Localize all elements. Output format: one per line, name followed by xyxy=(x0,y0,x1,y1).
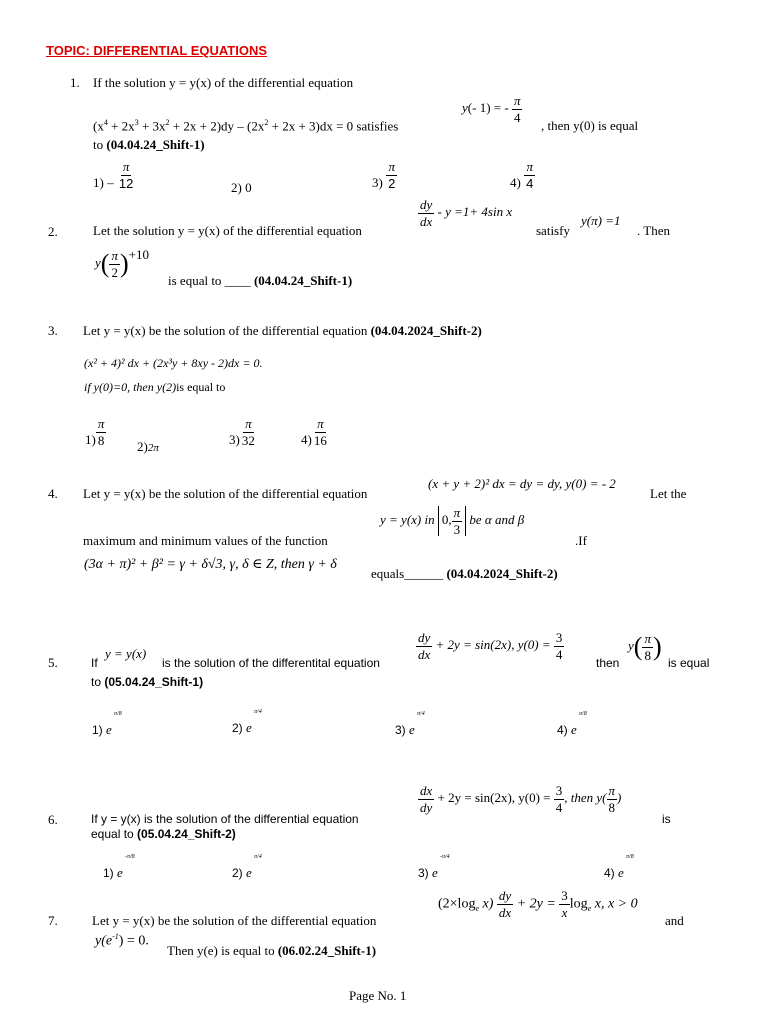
q1-condition: y(- 1) = - $\frac{\pi}{4}$ xyxy=(462,93,521,125)
q4-condition: (3α + π)² + β² = γ + δ√3, γ, δ ∈ Z, then γ + δ xyxy=(84,557,337,572)
q3-equation: (x² + 4)² dx + (2x³y + 8xy - 2)dx = 0. xyxy=(84,356,263,370)
q5-option-2: 2) e π/4 xyxy=(232,709,262,735)
q5-yyx: y = y(x) xyxy=(105,646,147,661)
q5-option-3: 3) e π/4 xyxy=(395,711,425,737)
q4-equation: (x + y + 2)² dx = dy = dy, y(0) = - 2 xyxy=(428,476,616,491)
q7-then: Then y(e) is equal to (06.02.24_Shift-1) xyxy=(167,943,377,958)
q3-intro: Let y = y(x) be the solution of the differential equation (04.04.2024_Shift-2) xyxy=(83,323,482,338)
q1-equation: $(x^4 + 2x^3 + 3x^2 + 2x + 2)dy - (2x^2 + 2x + 3)dx = 0$ satisfies xyxy=(93,118,399,134)
q2-intro: Let the solution y = y(x) of the differential equation xyxy=(93,223,362,238)
q5-then: then xyxy=(596,656,620,670)
q3-condition: if y(0)=0, then y(2)is equal to xyxy=(84,380,226,394)
q2-condition: y(π) =1 xyxy=(581,213,621,228)
q6-option-4: 4) e π/8 xyxy=(604,854,634,880)
q6-option-1: 1) e -π/8 xyxy=(103,854,135,880)
q1-option-3: 3) $\frac{\pi}{2}$ xyxy=(372,159,396,191)
q2-satisfy: satisfy xyxy=(536,223,570,238)
q1-option-1: 1) – $\frac{\pi}{12}$ xyxy=(93,159,134,191)
q6-line2: equal to (05.04.24_Shift-2) xyxy=(91,827,236,841)
q5-expression: y( $\frac{\pi}{8}$ ) xyxy=(628,631,662,663)
q6-option-2: 2) e π/4 xyxy=(232,854,262,880)
q6-intro: If y = y(x) is the solution of the differential equation xyxy=(91,812,359,826)
q2-expression: y( $\frac{\pi}{2}$ )+10 xyxy=(95,247,149,280)
q4-if: .If xyxy=(575,533,587,548)
q2-equation: $\frac{dy}{dx}$ - y =1+ 4sin x xyxy=(420,197,513,229)
q4-equals: equals______ (04.04.2024_Shift-2) xyxy=(371,566,558,581)
q5-option-1: 1) e π/8 xyxy=(92,711,122,737)
q1-option-2: 2) 0 xyxy=(231,180,252,195)
q5-mid: is the solution of the differentital equation xyxy=(162,656,380,670)
q3-number: 3. xyxy=(48,323,58,338)
q3-option-2: 2)2π xyxy=(137,439,159,454)
q2-equal: is equal to ____ (04.04.24_Shift-1) xyxy=(168,273,353,288)
q7-condition: $y(e^{-1}) = 0$. xyxy=(95,932,149,949)
q3-option-1: 1) $\frac{\pi}{8}$ xyxy=(85,416,105,448)
q4-function: y = y(x) in 0, $\frac{\pi}{3}$ be α and β xyxy=(380,505,525,537)
q3-option-3: 3) $\frac{\pi}{32}$ xyxy=(229,416,255,448)
q5-if: If xyxy=(91,656,98,670)
q5-equal: is equal xyxy=(668,656,710,670)
page-number: Page No. 1 xyxy=(349,988,407,1003)
q4-number: 4. xyxy=(48,486,58,501)
q1-line2: to (04.04.24_Shift-1) xyxy=(93,137,205,152)
q4-let-the: Let the xyxy=(650,486,687,501)
q1-intro: If the solution y = y(x) of the differential equation xyxy=(93,75,354,90)
q2-then: . Then xyxy=(637,223,670,238)
q1-option-4: 4) $\frac{\pi}{4}$ xyxy=(510,159,534,191)
q7-and: and xyxy=(665,913,684,928)
q5-option-4: 4) e π/8 xyxy=(557,711,587,737)
q7-intro: Let y = y(x) be the solution of the differential equation xyxy=(92,913,377,928)
q7-number: 7. xyxy=(48,913,58,928)
q1-number: 1. xyxy=(70,75,80,90)
page-title: TOPIC: DIFFERENTIAL EQUATIONS xyxy=(46,43,268,58)
q6-equation: $\frac{dx}{dy}$ + 2y = sin(2x), y(0) = $\frac{3}{4}$ , then y( $\frac{\pi}{8}$ ) xyxy=(420,783,622,815)
q4-intro: Let y = y(x) be the solution of the differential equation xyxy=(83,486,368,501)
q5-number: 5. xyxy=(48,655,58,670)
q3-option-4: 4) $\frac{\pi}{16}$ xyxy=(301,416,327,448)
q5-line2: to (05.04.24_Shift-1) xyxy=(91,675,204,689)
q6-is: is xyxy=(662,812,671,826)
q2-number: 2. xyxy=(48,224,58,239)
q4-line2: maximum and minimum values of the function xyxy=(83,533,328,548)
q1-then: , then y(0) is equal xyxy=(541,118,639,133)
q5-equation: $\frac{dy}{dx}$ + 2y = sin(2x), y(0) = $\frac{3}{4}$ xyxy=(418,630,563,662)
q6-number: 6. xyxy=(48,812,58,827)
q7-equation: ($2\times\log_e$ x) $\frac{dy}{dx}$ + 2y = $\frac{3}{x}$ $\log_e x$, x > 0 xyxy=(438,888,638,920)
q6-option-3: 3) e -π/4 xyxy=(418,854,450,880)
